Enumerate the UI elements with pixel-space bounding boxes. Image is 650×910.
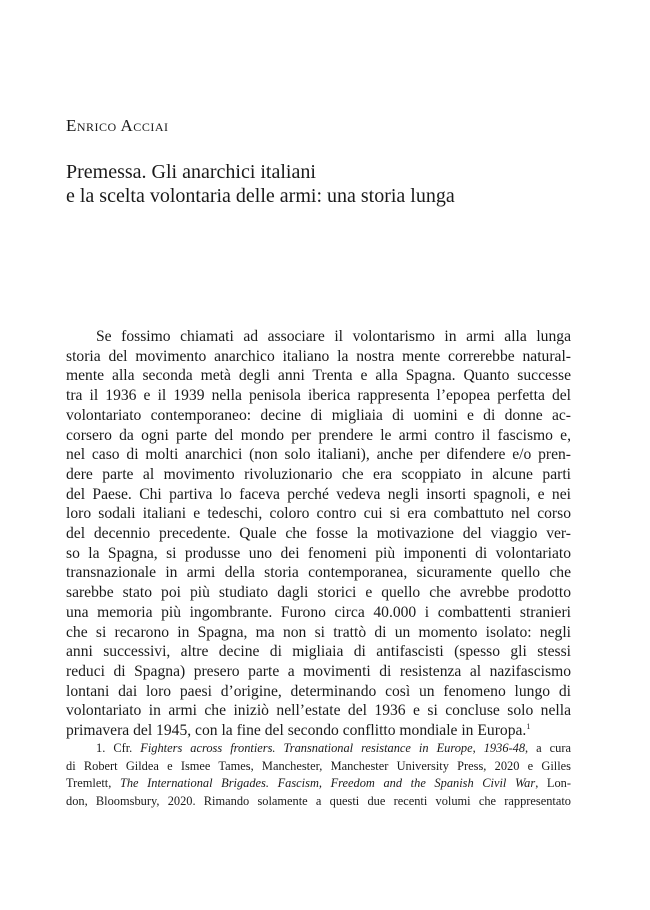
footnote-text: , Lon- bbox=[535, 776, 571, 790]
body-line: anni successivi, altre decine di migliaia di antifascisti (spesso gli stessi bbox=[66, 643, 571, 661]
footnote-text: 1. Cfr. bbox=[96, 741, 141, 755]
footnote-reference[interactable]: 1 bbox=[526, 722, 531, 732]
author-name: Enrico Acciai bbox=[66, 116, 169, 135]
body-line: lontani dai loro paesi d’origine, determinando così un fenomeno lungo di bbox=[66, 682, 571, 700]
footnote-line: di Robert Gildea e Ismee Tames, Manchester, Manchester University Press, 2020 e Gilles bbox=[66, 758, 571, 773]
footnote-line bbox=[66, 740, 571, 758]
footnote bbox=[66, 740, 571, 810]
footnote-line: don, Bloomsbury, 2020. Rimando solamente a questi due recenti volumi che rappresentato bbox=[66, 793, 571, 808]
body-paragraph bbox=[66, 327, 571, 741]
body-line: so la Spagna, si produsse uno dei fenomeni più imponenti di volontariato bbox=[66, 544, 571, 562]
body-line: reduci di Spagna) presero parte a movimenti di resistenza al nazifascismo bbox=[66, 662, 571, 680]
body-line: corsero da ogni parte del mondo per prendere le armi contro il fascismo e, bbox=[66, 426, 571, 444]
body-last-line-text: primavera del 1945, con la fine del secondo conflitto mondiale in Europa. bbox=[66, 722, 527, 740]
body-line: mente alla seconda metà degli anni Trenta e alla Spagna. Quanto successe bbox=[66, 367, 571, 385]
body-line: loro sodali italiani e tedeschi, coloro contro cui si era combattuto nel corso bbox=[66, 505, 571, 523]
body-line: volontariato in armi che iniziò nell’estate del 1936 e si concluse solo nella bbox=[66, 702, 571, 720]
body-line: tra il 1936 e il 1939 nella penisola iberica rappresenta l’epopea perfetta del bbox=[66, 387, 571, 405]
footnote-line bbox=[66, 775, 571, 793]
body-line: del Paese. Chi partiva lo faceva perché vedeva negli insorti spagnoli, e nei bbox=[66, 485, 571, 503]
body-line: transnazionale in armi della storia contemporanea, sicuramente quello che bbox=[66, 564, 571, 582]
body-line: volontariato contemporaneo: decine di migliaia di uomini e di donne ac- bbox=[66, 406, 571, 424]
body-line: sarebbe stato poi più studiato dagli storici e quello che avrebbe prodotto bbox=[66, 584, 571, 602]
body-line: del decennio precedente. Quale che fosse la motivazione del viaggio ver- bbox=[66, 525, 571, 543]
footnote-book-title: Fighters across frontiers. Transnational resistance in Europe, 1936-48 bbox=[140, 741, 526, 755]
body-line: Se fossimo chiamati ad associare il volontarismo in armi alla lunga bbox=[96, 328, 571, 345]
chapter-title bbox=[66, 160, 586, 208]
footnote-text: Tremlett, bbox=[66, 776, 120, 790]
footnote-text: , a cura bbox=[525, 741, 571, 755]
body-line: che si recarono in Spagna, ma non si trattò di un momento isolato: negli bbox=[66, 623, 571, 641]
chapter-title-line-1: Premessa. Gli anarchici italiani bbox=[66, 161, 316, 183]
chapter-title-line-2: e la scelta volontaria delle armi: una storia lunga bbox=[66, 185, 455, 207]
body-line: dere parte al movimento rivoluzionario che era scoppiato in alcune parti bbox=[66, 465, 571, 483]
body-line bbox=[66, 721, 571, 741]
body-line: nel caso di molti anarchici (non solo italiani), anche per difendere e/o pren- bbox=[66, 446, 571, 464]
body-line: una memoria più ingombrante. Furono circa 40.000 i combattenti stranieri bbox=[66, 603, 571, 621]
body-line: storia del movimento anarchico italiano la nostra mente correrebbe natural- bbox=[66, 347, 571, 365]
footnote-book-title: The International Brigades. Fascism, Freedom and the Spanish Civil War bbox=[119, 776, 536, 790]
